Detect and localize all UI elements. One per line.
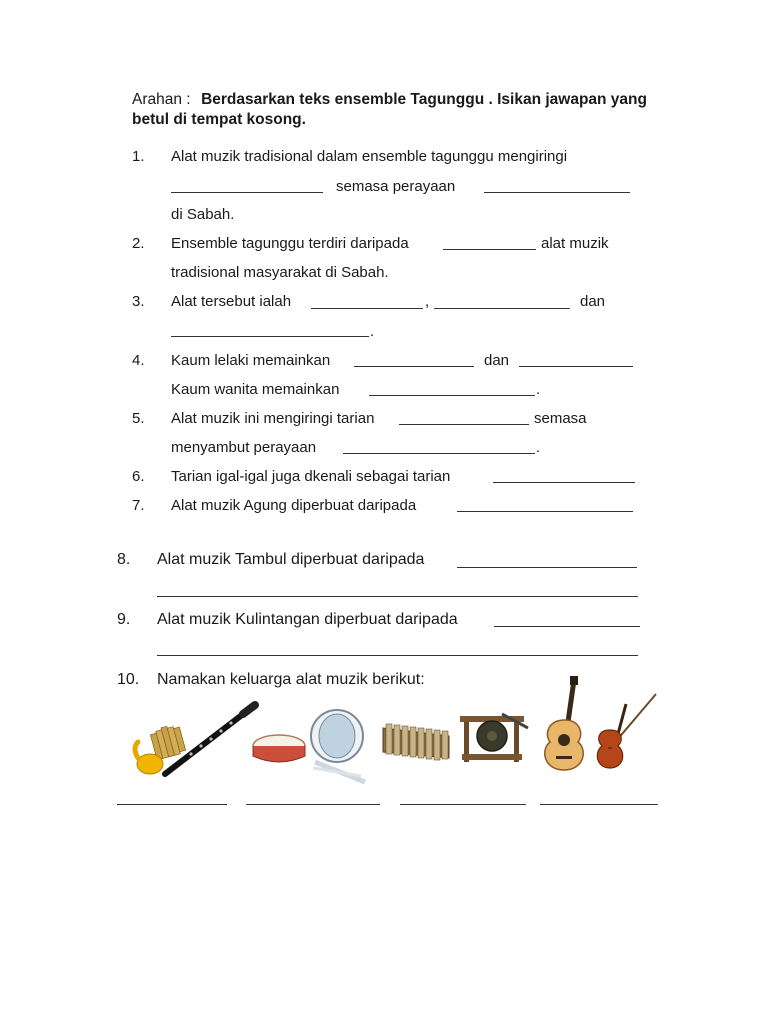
q1-number: 1. <box>132 148 145 165</box>
q5-blank-2[interactable] <box>343 453 535 454</box>
image-answer-blank-2[interactable] <box>246 804 380 805</box>
q6-line1: Tarian igal-igal juga dkenali sebagai tarian <box>171 468 451 485</box>
q7-line1: Alat muzik Agung diperbuat daripada <box>171 497 417 514</box>
q5-line1: Alat muzik ini mengiringi tarian <box>171 410 375 427</box>
instruction <box>132 91 647 109</box>
q1-blank-1[interactable] <box>171 192 323 193</box>
q6-blank-1[interactable] <box>493 482 635 483</box>
image-answer-blank-4[interactable] <box>540 804 658 805</box>
instruction-text-2: betul di tempat kosong. <box>132 111 306 128</box>
image-answer-blank-1[interactable] <box>117 804 227 805</box>
q5-period: . <box>536 439 541 456</box>
q2-line1: Ensemble tagunggu terdiri daripada <box>171 235 409 252</box>
q9-blank-1[interactable] <box>494 626 640 627</box>
drum-icon <box>249 706 369 784</box>
q4-dan: dan <box>484 352 510 369</box>
q4-line2: Kaum wanita memainkan <box>171 381 340 398</box>
q3-dan: dan <box>580 293 606 310</box>
xylophone-icon <box>381 718 451 764</box>
q3-number: 3. <box>132 293 145 310</box>
violin-icon <box>588 690 658 772</box>
q5-blank-1[interactable] <box>399 424 529 425</box>
q1-line3: di Sabah. <box>171 206 235 223</box>
q5-number: 5. <box>132 410 145 427</box>
instruction-label: Arahan : <box>132 91 191 108</box>
q3-blank-2[interactable] <box>434 308 570 309</box>
q7-blank-1[interactable] <box>457 511 633 512</box>
q4-line1: Kaum lelaki memainkan <box>171 352 331 369</box>
q3-comma: , <box>425 293 430 310</box>
q10-number: 10. <box>117 671 140 688</box>
q1-blank-2[interactable] <box>484 192 630 193</box>
q4-number: 4. <box>132 352 145 369</box>
q5-semasa: semasa <box>534 410 587 427</box>
q3-blank-3[interactable] <box>171 336 369 337</box>
q8-number: 8. <box>117 551 131 568</box>
q8-blank-1[interactable] <box>457 567 637 568</box>
q4-blank-2[interactable] <box>519 366 633 367</box>
instruction-text-1: Berdasarkan teks ensemble Tagunggu . Isikan jawapan yang <box>201 91 647 108</box>
q2-blank-1[interactable] <box>443 249 536 250</box>
guitar-icon <box>538 676 592 772</box>
q1-line1: Alat muzik tradisional dalam ensemble tagunggu mengiringi <box>171 148 568 165</box>
q3-blank-1[interactable] <box>311 308 423 309</box>
q7-number: 7. <box>132 497 145 514</box>
q2-line3: tradisional masyarakat di Sabah. <box>171 264 389 281</box>
q6-number: 6. <box>132 468 145 485</box>
clarinet-icon <box>161 702 257 778</box>
q3-period: . <box>370 323 375 340</box>
q1-line2: semasa perayaan <box>336 178 456 195</box>
q4-blank-3[interactable] <box>369 395 535 396</box>
q9-blank-2[interactable] <box>157 655 638 656</box>
q8-blank-2[interactable] <box>157 596 638 597</box>
q2-line2: alat muzik <box>541 235 609 252</box>
q5-line2: menyambut perayaan <box>171 439 317 456</box>
q4-period: . <box>536 381 541 398</box>
gong-icon <box>456 704 530 768</box>
q9-number: 9. <box>117 611 131 628</box>
q10-line1: Namakan keluarga alat muzik berikut: <box>157 671 425 688</box>
q4-blank-1[interactable] <box>354 366 474 367</box>
q9-line1: Alat muzik Kulintangan diperbuat daripada <box>157 611 458 628</box>
q3-line1: Alat tersebut ialah <box>171 293 292 310</box>
q2-number: 2. <box>132 235 145 252</box>
image-answer-blank-3[interactable] <box>400 804 526 805</box>
q8-line1: Alat muzik Tambul diperbuat daripada <box>157 551 425 568</box>
